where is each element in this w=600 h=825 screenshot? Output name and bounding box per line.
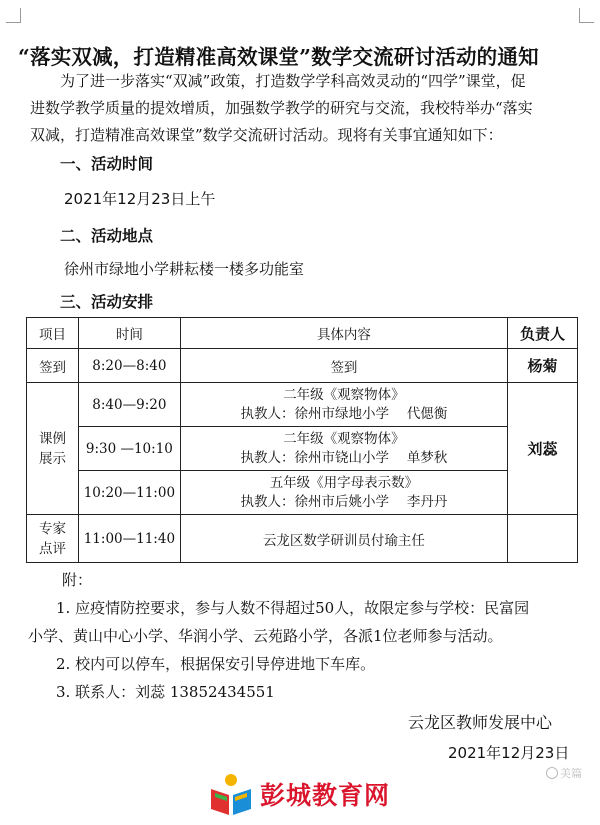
- header-item: 项目: [27, 318, 79, 349]
- header-person: 负责人: [508, 318, 578, 349]
- lesson-2-title: 二年级《观察物体》: [283, 430, 405, 447]
- lesson-3-title: 五年级《用字母表示数》: [269, 474, 419, 491]
- review-content: 云龙区数学研训员付瑜主任: [180, 515, 507, 563]
- lesson-1-time: 8:40—9:20: [78, 383, 180, 427]
- logo-text: 彭城教育网: [260, 781, 391, 810]
- note-3: 3. 联系人：刘蕊 13852434551: [56, 683, 275, 701]
- lesson-1-title: 二年级《观察物体》: [283, 386, 405, 403]
- table-row-review: [27, 515, 578, 563]
- lesson-person: 刘蕊: [508, 383, 578, 515]
- signature-date: 2021年12月23日: [448, 744, 570, 762]
- signin-time: 8:20—8:40: [78, 349, 180, 383]
- table-row-signin: [27, 349, 578, 383]
- lesson-1-content: [180, 383, 507, 427]
- lesson-1-teacher: 执教人：徐州市绿地小学 代偲衡: [240, 405, 448, 422]
- intro-line-1: 为了进一步落实“双减”政策，打造数学学科高效灵动的“四学”课堂，促: [60, 72, 526, 90]
- activity-location: 徐州市绿地小学耕耘楼一楼多功能室: [64, 260, 305, 278]
- intro-paragraph: [30, 68, 575, 149]
- header-time: 时间: [78, 318, 180, 349]
- lesson-3-content: [180, 471, 507, 515]
- watermark-icon: [546, 767, 558, 779]
- header-content: 具体内容: [180, 318, 507, 349]
- lesson-2-content: [180, 427, 507, 471]
- schedule-table: [26, 317, 578, 563]
- table-row-lesson-1: [27, 383, 578, 427]
- activity-time: 2021年12月23日上午: [64, 190, 216, 208]
- section-heading-time: 一、活动时间: [60, 154, 154, 173]
- section-heading-location: 二、活动地点: [60, 226, 154, 245]
- watermark: [546, 765, 582, 781]
- review-item: 专家点评: [27, 515, 79, 563]
- book-icon: [207, 771, 255, 819]
- lesson-3-time: 10:20—11:00: [78, 471, 180, 515]
- note-1-line-2: 小学、黄山中心小学、华润小学、云苑路小学，各派1位老师参与活动。: [28, 627, 503, 645]
- lesson-2-teacher: 执教人：徐州市铙山小学 单梦秋: [240, 449, 448, 466]
- intro-line-2: 进数学教学质量的提效增质，加强数学教学的研究与交流，我校特举办“落实: [30, 99, 533, 117]
- signature-org: 云龙区教师发展中心: [408, 713, 553, 732]
- crop-mark-top-left: [6, 8, 21, 23]
- intro-line-3: 双减，打造精准高效课堂”数学交流研讨活动。现将有关事宜通知如下：: [30, 126, 503, 144]
- table-row-lesson-3: [27, 471, 578, 515]
- section-heading-schedule: 三、活动安排: [60, 292, 154, 311]
- note-2: 2. 校内可以停车，根据保安引导停进地下车库。: [56, 655, 376, 673]
- table-header-row: [27, 318, 578, 349]
- notice-title: “落实双减，打造精准高效课堂”数学交流研讨活动的通知: [18, 45, 539, 69]
- review-person: [508, 515, 578, 563]
- notes-label: 附：: [62, 571, 93, 589]
- signin-person: 杨菊: [508, 349, 578, 383]
- table-row-lesson-2: [27, 427, 578, 471]
- lesson-2-time: 9:30 —10:10: [78, 427, 180, 471]
- lesson-3-teacher: 执教人：徐州市后姚小学 李丹丹: [240, 493, 448, 510]
- note-1-line-1: 1. 应疫情防控要求，参与人数不得超过50人，故限定参与学校：民富园: [56, 599, 530, 617]
- review-time: 11:00—11:40: [78, 515, 180, 563]
- crop-mark-top-right: [579, 8, 594, 23]
- site-logo: [205, 770, 395, 820]
- signin-content: 签到: [180, 349, 507, 383]
- signin-item: 签到: [27, 349, 79, 383]
- watermark-text: 美篇: [560, 767, 582, 780]
- lesson-item: 课例展示: [27, 383, 79, 515]
